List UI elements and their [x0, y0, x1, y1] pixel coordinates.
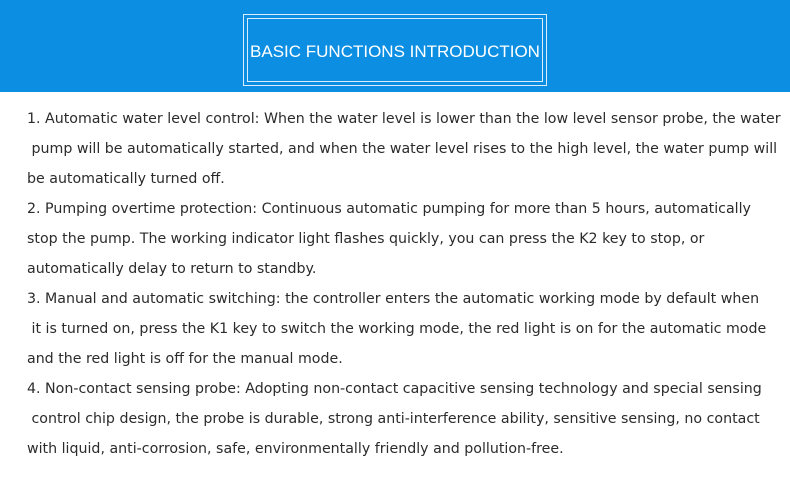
text-line: 2. Pumping overtime protection: Continuous automatic pumping for more than 5 hours, automatically: [27, 201, 751, 217]
text-line: 3. Manual and automatic switching: the controller enters the automatic working mode by default when: [27, 291, 760, 307]
header-banner: [0, 0, 790, 92]
title-frame: [243, 14, 547, 86]
text-line: 4. Non-contact sensing probe: Adopting non-contact capacitive sensing technology and special sensing: [27, 381, 762, 397]
title-frame-inner: [247, 18, 543, 82]
text-line: control chip design, the probe is durable, strong anti-interference ability, sensitive sensing, no contact: [27, 411, 760, 427]
text-line: and the red light is off for the manual mode.: [27, 351, 343, 367]
functions-text: [27, 104, 781, 464]
text-line: with liquid, anti-corrosion, safe, environmentally friendly and pollution-free.: [27, 441, 564, 457]
text-line: pump will be automatically started, and when the water level rises to the high level, the water pump will: [27, 141, 778, 157]
page-title: BASIC FUNCTIONS INTRODUCTION: [250, 42, 540, 61]
text-line: stop the pump. The working indicator light flashes quickly, you can press the K2 key to stop, or: [27, 231, 705, 247]
text-line: 1. Automatic water level control: When the water level is lower than the low level sensor probe, the water: [27, 111, 781, 127]
text-line: be automatically turned off.: [27, 171, 225, 187]
text-line: it is turned on, press the K1 key to switch the working mode, the red light is on for the automatic mode: [27, 321, 767, 337]
text-line: automatically delay to return to standby.: [27, 261, 317, 277]
